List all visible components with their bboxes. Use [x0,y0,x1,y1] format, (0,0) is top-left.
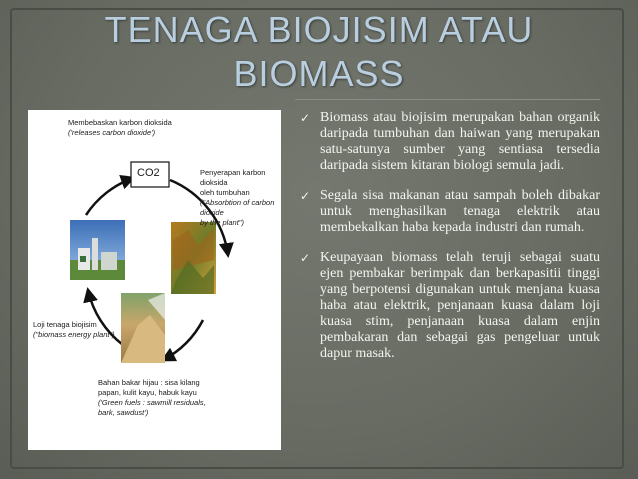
title-line-2: BIOMASS [233,53,405,94]
title-line-1: TENAGA BIOJISIM ATAU [104,9,534,50]
label-releases-co2: Membebaskan karbon dioksida ('releases carbon dioxide') [68,118,172,137]
bullet-text: Segala sisa makanan atau sampah boleh dibakar untuk menghasilkan tenaga elektrik atau membekalkan haba kepada industri dan rumah. [320,188,600,235]
arrow-bottom-right [163,320,203,360]
arrow-top-left [86,178,133,215]
label-biomass-plant: Loji tenaga biojisim ("biomass energy plant") [33,320,115,339]
co2-label: CO2 [137,167,160,179]
bullet-item [300,250,600,362]
bullet-item [300,188,600,236]
label-absorption: Penyerapan karbon dioksida oleh tumbuhan ("Absorbtion of carbon dioxide by the plant") [200,168,275,227]
check-icon: ✓ [300,251,311,265]
wood-chips-photo [121,293,165,363]
bullet-text: Keupayaan biomass telah teruji sebagai suatu ejen pembakar berimpak dan berkapasitii tinggi yang berpotensi digunakan untuk menjana kuasa haba atau elektrik, penjanaan kuasa dalam loji kuasa stim, penjanaan kuasa dalam enjin pembakaran dan sebagai gas pengeluar untuk dapur masak. [320,250,600,361]
check-icon: ✓ [300,111,311,125]
bullet-text: Biomass atau biojisim merupakan bahan organik daripada tumbuhan dan haiwan yang merupakan satu-satunya sumber yang sentiasa tersedia daripada sistem kitaran biologi semula jadi. [320,110,600,173]
power-plant-photo [70,220,125,280]
label-green-fuels: Bahan bakar hijau : sisa kilang papan, kulit kayu, habuk kayu ('Green fuels : sawmill residuals, bark, sawdust') [98,378,206,417]
bullet-list [300,110,600,376]
title-divider [295,99,600,100]
bullet-item [300,110,600,174]
slide-title [0,8,638,96]
biomass-cycle-diagram [28,110,281,450]
check-icon: ✓ [300,189,311,203]
forest-photo [171,222,216,294]
